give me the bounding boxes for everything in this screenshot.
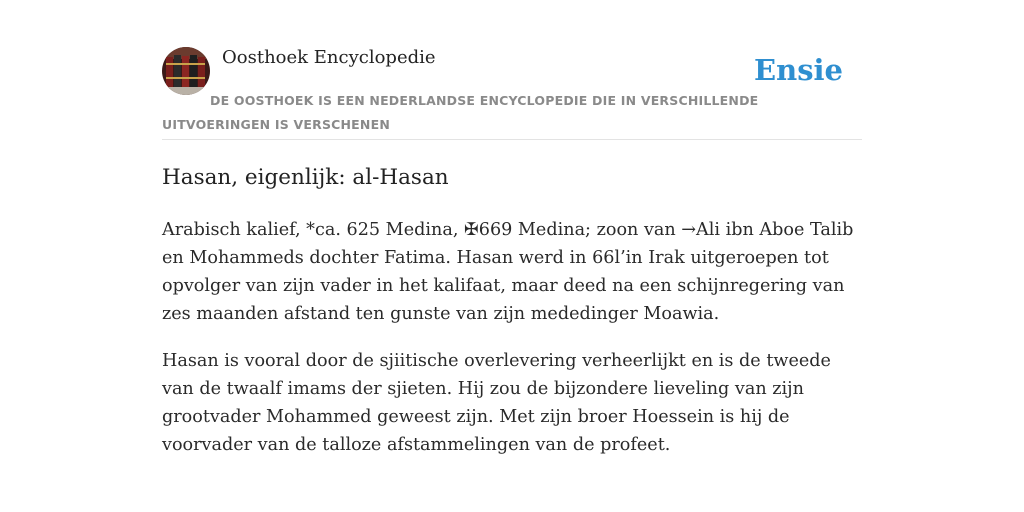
header-divider xyxy=(162,139,862,140)
entry-body xyxy=(162,216,864,478)
entry-title: Hasan, eigenlijk: al-Hasan xyxy=(162,165,449,190)
source-title[interactable]: Oosthoek Encyclopedie xyxy=(222,47,436,68)
book-spines-icon[interactable] xyxy=(162,47,210,95)
source-description: DE OOSTHOEK IS EEN NEDERLANDSE ENCYCLOPEDIE DIE IN VERSCHILLENDE UITVOERINGEN IS VERSCHENEN xyxy=(162,93,759,132)
entry-paragraph: Arabisch kalief, *ca. 625 Medina, ✠669 Medina; zoon van →Ali ibn Aboe Talib en Mohammeds dochter Fatima. Hasan werd in 66l’in Irak uitgeroepen tot opvolger van zijn vader in het kalifaat, maar deed na een schijnregering van zes maanden afstand ten gunste van zijn mededinger Moawia. xyxy=(162,220,854,324)
brand-logo[interactable]: Ensie xyxy=(754,53,843,87)
entry-paragraph: Hasan is vooral door de sjiitische overlevering verheerlijkt en is de tweede van de twaalf imams der sjieten. Hij zou de bijzondere lieveling van zijn grootvader Mohammed geweest zijn. Met zijn broer Hoessein is hij de voorvader van de talloze afstammelingen van de profeet. xyxy=(162,351,831,455)
